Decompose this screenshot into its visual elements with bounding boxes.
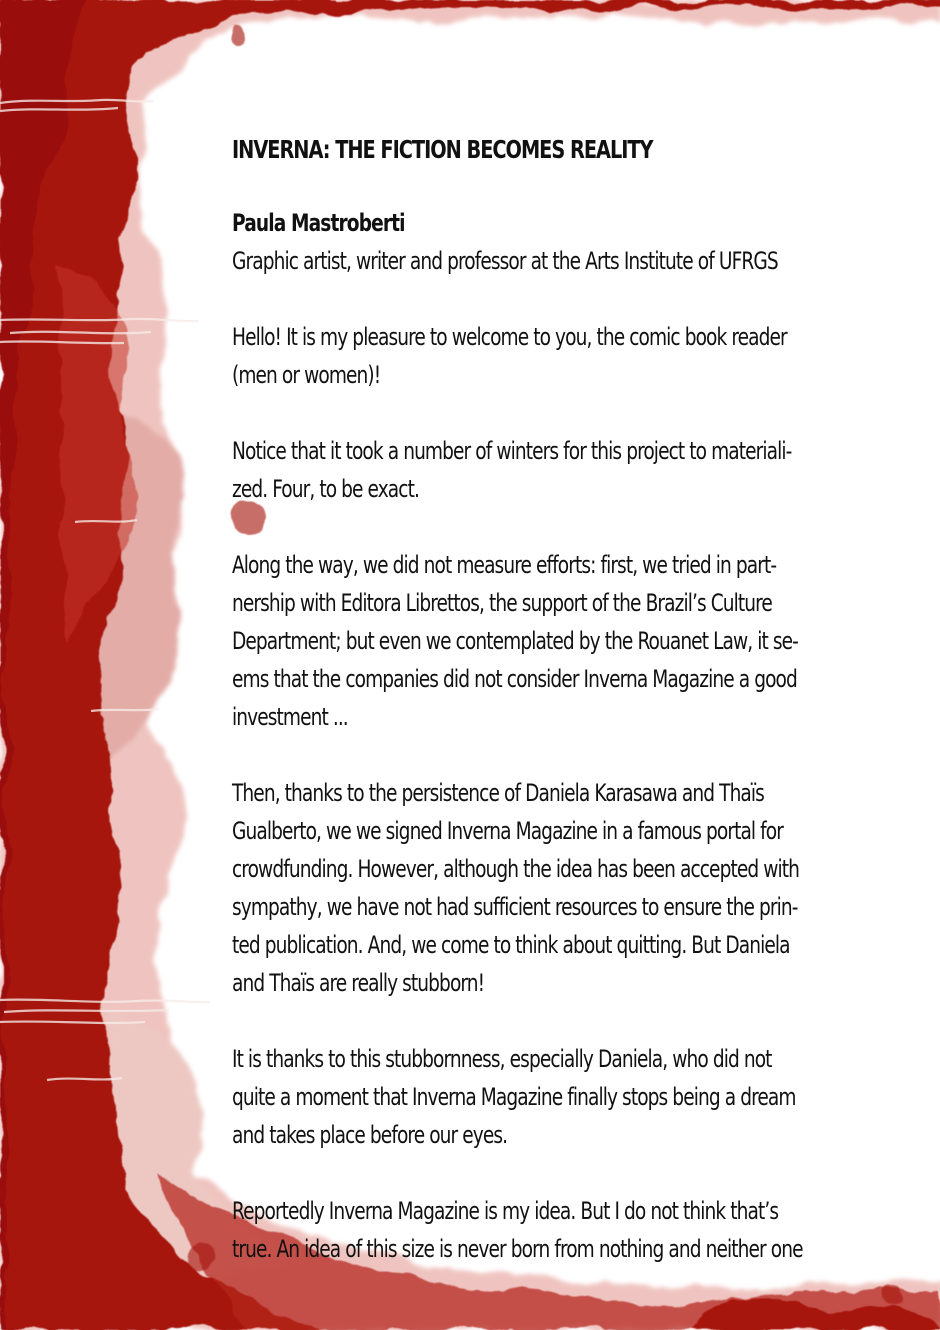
paragraph-line: sympathy, we have not had sufficient resources to ensure the prin-: [232, 893, 798, 921]
paragraph-line: Then, thanks to the persistence of Daniela Karasawa and Thaïs: [232, 779, 764, 807]
paragraph-line: It is thanks to this stubbornness, especially Daniela, who did not: [232, 1045, 772, 1073]
author-role: Graphic artist, writer and professor at the Arts Institute of UFRGS: [232, 247, 778, 275]
article: [232, 128, 914, 1268]
paragraph-line: crowdfunding. However, although the idea has been accepted with: [232, 855, 800, 883]
paragraph-line: Hello! It is my pleasure to welcome to you, the comic book reader: [232, 323, 787, 351]
paragraph-crowdfunding: [232, 774, 914, 1002]
paragraph-line: quite a moment that Inverna Magazine finally stops being a dream: [232, 1083, 796, 1111]
article-title: INVERNA: THE FICTION BECOMES REALITY: [232, 135, 653, 164]
paragraph-winters: [232, 432, 914, 508]
paragraph-line: and takes place before our eyes.: [232, 1121, 508, 1149]
paragraph-line: true. An idea of this size is never born from nothing and neither one: [232, 1235, 803, 1263]
paragraph-welcome: [232, 318, 914, 394]
paragraph-line: ted publication. And, we come to think about quitting. But Daniela: [232, 931, 790, 959]
paragraph-line: Gualberto, we we signed Inverna Magazine in a famous portal for: [232, 817, 783, 845]
paragraph-line: investment ...: [232, 703, 348, 731]
paragraph-line: ems that the companies did not consider Inverna Magazine a good: [232, 665, 797, 693]
paragraph-line: and Thaïs are really stubborn!: [232, 969, 485, 997]
paragraph-line: nership with Editora Librettos, the support of the Brazil’s Culture: [232, 589, 772, 617]
paragraph-idea: [232, 1192, 914, 1268]
paragraph-line: Reportedly Inverna Magazine is my idea. But I do not think that’s: [232, 1197, 779, 1225]
paragraph-line: (men or women)!: [232, 361, 381, 389]
paragraph-stubbornness: [232, 1040, 914, 1154]
paragraph-line: zed. Four, to be exact.: [232, 475, 419, 503]
paragraph-line: Notice that it took a number of winters for this project to materiali-: [232, 437, 792, 465]
paragraph-line: Department; but even we contemplated by the Rouanet Law, it se-: [232, 627, 798, 655]
author-block: [232, 204, 914, 280]
author-name: Paula Mastroberti: [232, 209, 405, 237]
paragraph-line: Along the way, we did not measure efforts: first, we tried in part-: [232, 551, 777, 579]
paragraph-efforts: [232, 546, 914, 736]
